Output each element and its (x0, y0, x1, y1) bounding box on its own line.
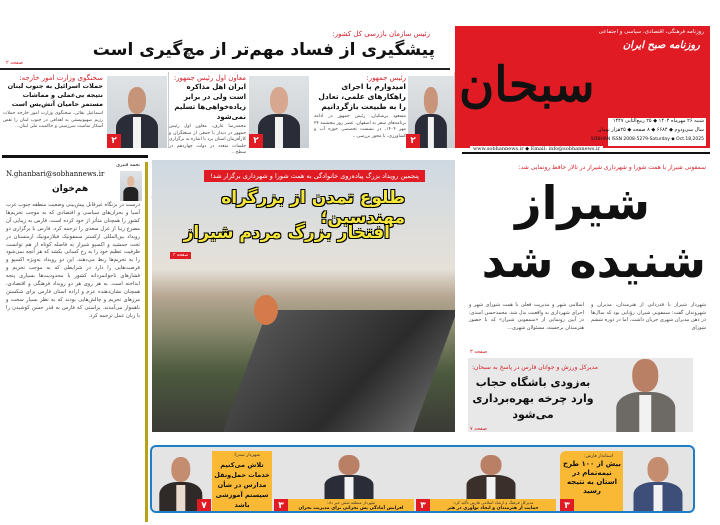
masthead (455, 26, 710, 148)
strip-headline: تلاش می‌کنیم خدمات حمل‌ونقل مدارس در شأن سیستم آموزشی باشد (214, 461, 270, 509)
date-line: شنبه ۲۶ مهرماه ۱۴۰۴ ◆ ۲۵ ربیع‌الثانی ۱۴۴۷ (612, 118, 704, 124)
lead-body-left: اسلامی شهر و مدیریت فعلی با همت شورای شهر و اجرای شهرداری به واقعیت بدل شد. محمدحسن اسدی، در آیین رونمایی از «سمفونی شیراز» که با حضور هنرمندان برجسته، مسئولان شهری... (469, 302, 584, 331)
lead-headline-2: شنیده شد (481, 234, 706, 288)
item-body: مسعود پزشکیان، رئیس جمهور در ادامه برنامه‌های سفر به اصفهان، عصر روز پنجشنبه ۲۴ مهر ۱۴۰۴، در نشست تخصصی حوزه آب و کشاورزی، با محور بررسی... (314, 114, 407, 139)
strip-kicker: مدیرکل فرهنگ و ارشاد اسلامی فارس تأکید کرد: (452, 500, 534, 505)
center-kicker: پنجمین رویداد بزرگ پیاده‌روی خانوادگی به همت شورا و شهرداری برگزار شد! (204, 170, 425, 182)
page-badge: ۳ (560, 499, 574, 513)
lead-headline-1: شیراز (515, 176, 650, 230)
page-ref: صفحه ۲ (6, 60, 23, 66)
box-page-ref: صفحه ۷ (470, 426, 487, 432)
center-page-ref: صفحه ۳ (170, 252, 191, 259)
strip-kicker: شهردار منطقه شش خبر داد: (326, 500, 376, 505)
crowd-road (217, 310, 455, 432)
item-kicker: معاون اول رئیس جمهور: (173, 74, 246, 82)
item-headline: ایران اهل مذاکره است ولی در برابر زیاده‌خواهی‌ها تسلیم نمی‌شود (174, 83, 246, 121)
author-photo (120, 171, 142, 201)
strip-item[interactable] (416, 447, 556, 513)
logo-subtitle: روزنامه صبح ایران (622, 40, 700, 51)
page-badge: ۳ (416, 499, 430, 513)
top-kicker: رئیس سازمان بازرسی کل کشور: (332, 30, 430, 38)
balloon (254, 295, 278, 325)
page-badge: ۲ (406, 134, 420, 148)
strip-item[interactable] (274, 447, 414, 513)
strip-headline: افزایش آمادگی پس بحرانی برای مدیریت بحران (298, 506, 404, 511)
strip-kicker: شهردار صدرا: (233, 453, 260, 458)
tagline: روزنامه فرهنگی، اقتصادی، سیاسی و اجتماعی (598, 29, 704, 35)
item-body: اسماعیل بقائی، سخنگوی وزارت امور خارجه حملات رژیم صهیونیستی به اهدافی در جنوب لبنان را نقض آشکار تمامیت سرزمینی و حاکمیت ملی لبنان... (3, 111, 103, 129)
column-body: درست در بزنگاه غیرقابل پیش‌بینی وضعیت منطقه جنوب غرب آسیا و بحران‌های سیاسی و اقتصادی که به موجب تحریم‌ها کشور را همچنان متأثر از خود کرده است، فارس به زیبایی آن مصرع زیبا از غزل سعدی را ترجمه کرد. فارس با برگزاری دو رویداد بین‌المللی ارکستر سمفونیک فیلارمونیک ارمنستان در تخت جمشید و اکسپو شیراز به فاصله کوتاه از هم توانست ظرفیت عظیم خود را به رخ کسانی بکشد که هر آنچه نمی‌شود را به تحریم‌ها ربط می‌دهند. این دو رویداد به‌ویژه اکسپو و فرصت‌هایی را دارد در شرایطی که به موجب تحریم و فشارهای ناجوانمردانه کشور با محدودیت‌ها بسیاری پنجه انداخته است. به هر روی هر دو رویداد فرهنگی و اقتصادی، همچنان نشان‌دهنده عزم و اراده استان فارس برای شکستن مرزهای تحریم و چالش‌هایی بودند که به نظر بسیار سخت و ناهموار می‌آمدند. براستی که فارس به قدر حسن کوشیدن را با زبان عمل ترجمه کرد. (6, 202, 140, 319)
lead-page-ref: صفحه ۳ (470, 349, 487, 355)
strip-headline: بیش از ۱۰۰ طرح نیمه‌تمام در استان به نتیجه رسید (563, 460, 621, 495)
item-kicker: رئیس جمهور: (366, 74, 406, 82)
author-name: نجمه قنبری (116, 162, 140, 168)
page-badge: ۷ (197, 499, 211, 513)
center-headline-1: طلوع تمدن از بزرگراه مهندسین؛ (221, 188, 405, 228)
lead-kicker: سمفونی شیراز با همت شورا و شهرداری شیراز در تالار حافظ رونمایی شد: (518, 164, 706, 171)
page-badge: ۳ (274, 499, 288, 513)
lead-body-right: شهردار شیراز با قدردانی از هنرمندان، مدیران و شهروندان گفت: سمفونی شیراز، رؤیایی بود که سال‌ها در ذهن مدیران شهری جریان داشت، اما در دوره ششم شورای (591, 302, 706, 331)
center-headline-2: افتخار بزرگ مردم شیراز (183, 223, 390, 243)
item-kicker: سخنگوی وزارت امور خارجه: (19, 74, 103, 82)
photo-governor (623, 447, 693, 513)
sports-box[interactable] (468, 358, 693, 432)
logo: سبحان (459, 57, 595, 113)
strip-kicker: استاندار فارس: (584, 454, 613, 459)
box-headline: به‌زودی باشگاه حجاب وارد چرخه بهره‌برداری می‌شود (472, 376, 594, 421)
top-item[interactable] (312, 72, 455, 148)
issue-line: سال سی‌ودوم ◆ ۶۶۸۴ ◆ ۸ صفحه ◆ ۲۵هزار تومان (597, 127, 704, 133)
photo-district-mayor (314, 447, 384, 499)
center-photo (152, 160, 455, 432)
top-item[interactable] (0, 72, 167, 148)
item-headline: امیدوارم با اجرای راهکارهای علمی، تعادل را به طبیعت بازگردانیم (318, 82, 406, 111)
bottom-strip (150, 445, 695, 513)
strip-headline: حمایت از هنرمندان و ایجاد نوآوری در هنر (447, 506, 539, 511)
opinion-column (2, 155, 148, 525)
author-email[interactable]: N.ghanbari@sobhannews.ir (6, 170, 105, 178)
photo-sports-director (603, 346, 688, 432)
item-headline: حملات اسرائیل به جنوب لبنان نتیجه بی‌عملی و مماشات مستمر حامیان آتش‌بس است (7, 82, 103, 108)
box-kicker: مدیرکل ورزش و جوانان فارس در پاسخ به سبحان: (471, 364, 598, 371)
item-body: محمدرضا عارف، معاون اول رئیس جمهور در دیدار با جمعی از صنعتگران و کارآفرینان استان یزد با اشاره به برگزاری جلسات متعدد در دولت چهاردهم در سطح... (169, 124, 246, 155)
contact: www.sobhannews.ir ◆ Email: info@sobhannews.ir (470, 146, 603, 152)
page-badge: ۲ (249, 134, 263, 148)
issn-line: SOBHAN ISSN 2008-5279-Saturday ◆ Oct.18,2025 (590, 137, 704, 142)
top-item[interactable] (168, 72, 311, 155)
strip-item[interactable] (558, 447, 693, 513)
page-badge: ۲ (107, 134, 121, 148)
top-headline: پیشگیری از فساد مهم‌تر از مچ‌گیری است (92, 40, 435, 60)
column-title: هم‌خوان (52, 184, 89, 194)
photo-culture-director (456, 447, 526, 499)
strip-item[interactable] (150, 447, 272, 513)
